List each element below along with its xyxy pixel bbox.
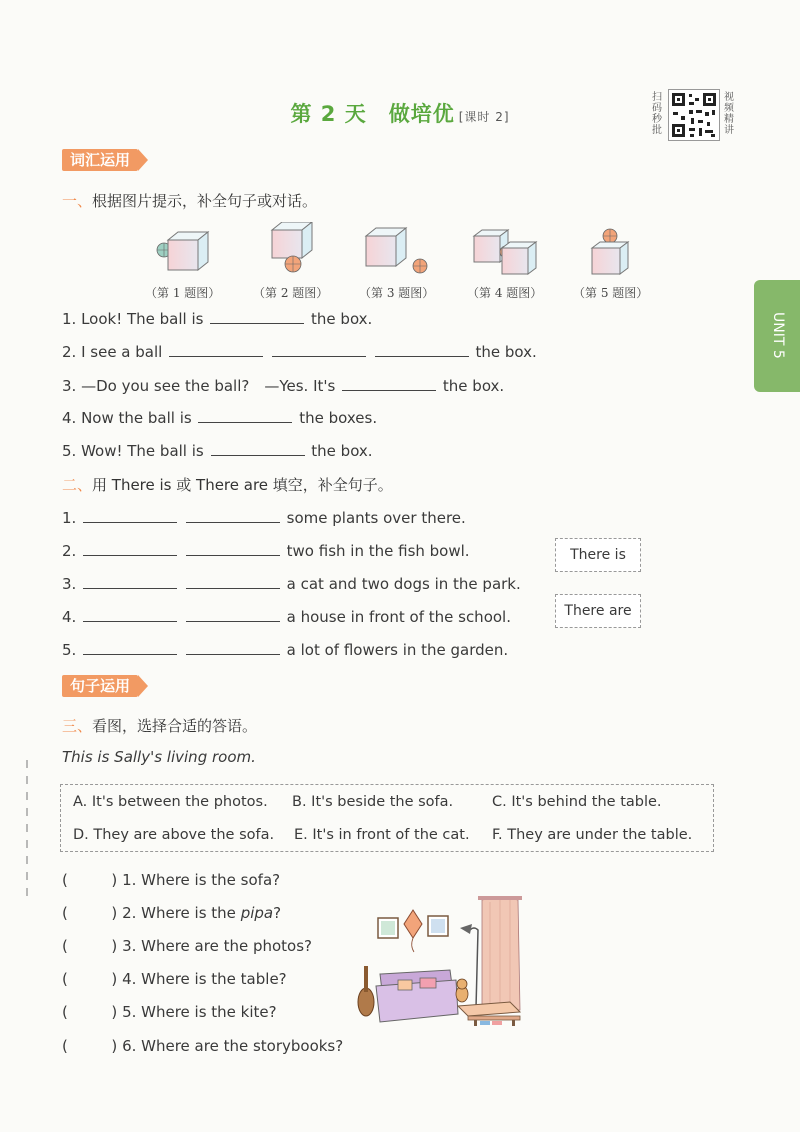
living-room-illustration xyxy=(350,890,530,1030)
answer-blank[interactable] xyxy=(83,574,177,589)
qr-left-label: 扫码秒批 xyxy=(652,92,662,136)
caption-5: （第 5 题图） xyxy=(573,286,649,300)
part3-intro: This is Sally's living room. xyxy=(62,748,256,766)
caption-3: （第 3 题图） xyxy=(359,286,435,300)
answer-blank[interactable] xyxy=(186,640,280,655)
answer-blank[interactable] xyxy=(83,607,177,622)
picture-5 xyxy=(592,229,628,274)
p1-item-3: 3. —Do you see the ball? —Yes. It's the box. xyxy=(62,377,505,395)
p1-item-1: 1. Look! The ball is the box. xyxy=(62,310,373,328)
p1-item-2: 2. I see a ball the box. xyxy=(62,343,537,361)
option-d: D. They are above the sofa. xyxy=(73,827,275,843)
answer-blank[interactable] xyxy=(169,342,263,357)
answer-blank[interactable] xyxy=(375,342,469,357)
p2-item-4: 4. a house in front of the school. xyxy=(62,608,511,626)
part1-heading: 一、根据图片提示，补全句子或对话。 xyxy=(62,192,318,210)
answer-blank[interactable] xyxy=(211,441,305,456)
page-title: 第 2 天 做培优 [课时 2] xyxy=(290,102,510,126)
picture-3 xyxy=(366,228,427,273)
qr-code-icon[interactable] xyxy=(668,89,720,141)
question-6: ( ) 6. Where are the storybooks? xyxy=(62,1037,344,1055)
part2-heading: 二、用 There is 或 There are 填空，补全句子。 xyxy=(62,476,393,494)
p2-item-2: 2. two fish in the fish bowl. xyxy=(62,542,470,560)
section-tag-vocab: 词汇运用 xyxy=(62,149,138,171)
part3-heading: 三、看图，选择合适的答语。 xyxy=(62,717,258,735)
question-4: ( ) 4. Where is the table? xyxy=(62,970,287,988)
question-5: ( ) 5. Where is the kite? xyxy=(62,1003,277,1021)
question-1: ( ) 1. Where is the sofa? xyxy=(62,871,281,889)
answer-blank[interactable] xyxy=(186,508,280,523)
answer-blank[interactable] xyxy=(83,508,177,523)
answer-blank[interactable] xyxy=(272,342,366,357)
p1-item-4: 4. Now the ball is the boxes. xyxy=(62,409,378,427)
answer-blank[interactable] xyxy=(342,376,436,391)
option-f: F. They are under the table. xyxy=(492,827,693,843)
answer-blank[interactable] xyxy=(210,309,304,324)
answer-blank[interactable] xyxy=(198,408,292,423)
answer-blank[interactable] xyxy=(83,541,177,556)
caption-1: （第 1 题图） xyxy=(145,286,221,300)
picture-2 xyxy=(272,222,312,272)
p2-item-5: 5. a lot of flowers in the garden. xyxy=(62,641,509,659)
option-b: B. It's beside the sofa. xyxy=(292,794,454,810)
section-tag-sentence: 句子运用 xyxy=(62,675,138,697)
option-a: A. It's between the photos. xyxy=(73,794,268,810)
box-ball-pictures xyxy=(150,222,670,280)
option-e: E. It's in front of the cat. xyxy=(294,827,470,843)
margin-marks xyxy=(24,760,30,900)
answer-blank[interactable] xyxy=(83,640,177,655)
picture-1 xyxy=(157,232,208,270)
word-bank-there-is: There is xyxy=(555,538,641,572)
question-3: ( ) 3. Where are the photos? xyxy=(62,937,312,955)
answer-blank[interactable] xyxy=(186,607,280,622)
p1-item-5: 5. Wow! The ball is the box. xyxy=(62,442,373,460)
picture-4 xyxy=(474,230,536,274)
caption-4: （第 4 题图） xyxy=(467,286,543,300)
qr-right-label: 视频精讲 xyxy=(724,92,734,136)
unit-tab[interactable]: UNIT 5 xyxy=(754,280,800,392)
caption-2: （第 2 题图） xyxy=(253,286,329,300)
answer-blank[interactable] xyxy=(186,541,280,556)
question-2: ( ) 2. Where is the pipa? xyxy=(62,904,282,922)
word-bank-there-are: There are xyxy=(555,594,641,628)
answer-blank[interactable] xyxy=(186,574,280,589)
p2-item-1: 1. some plants over there. xyxy=(62,509,466,527)
p2-item-3: 3. a cat and two dogs in the park. xyxy=(62,575,521,593)
lesson-label: [课时 2] xyxy=(458,110,510,124)
option-c: C. It's behind the table. xyxy=(492,794,662,810)
